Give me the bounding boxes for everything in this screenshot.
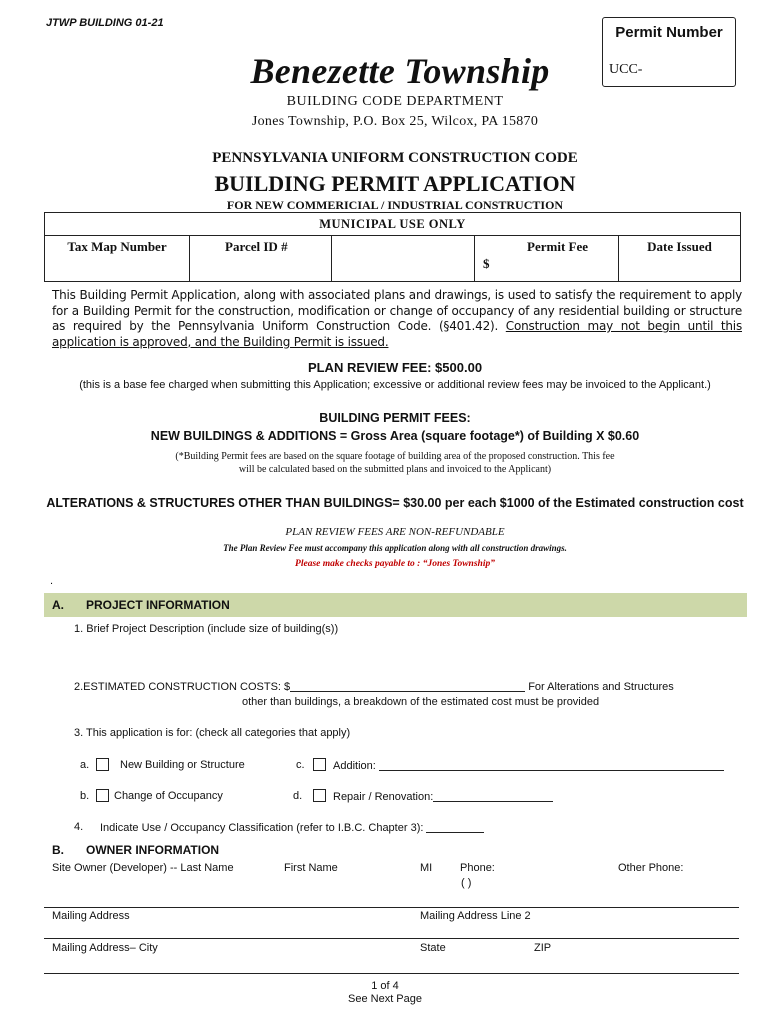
tax-map-cell[interactable]: [45, 236, 190, 281]
project-description-field[interactable]: [74, 640, 734, 672]
occupancy-row: [100, 821, 484, 834]
new-buildings-fee: NEW BUILDINGS & ADDITIONS = Gross Area (square footage*) of Building X $0.60: [150, 429, 640, 443]
addition-label: Addition:: [333, 760, 376, 772]
addition-row: [333, 759, 724, 772]
estimated-cost-row: [74, 680, 674, 693]
permit-prefix: UCC-: [609, 62, 643, 77]
intro-underlined: Construction may not begin until this application is approved, and the Building Permit is issued.: [52, 319, 742, 349]
parcel-id-label: Parcel ID #: [225, 239, 288, 254]
mailing-address-divider: [44, 938, 739, 939]
intro-paragraph: [52, 288, 742, 350]
application-for-label: 3. This application is for: (check all categories that apply): [74, 727, 351, 739]
alterations-fee: ALTERATIONS & STRUCTURES OTHER THAN BUILDINGS= $30.00 per each $1000 of the Estimated construction cost: [46, 496, 744, 510]
mi-label: MI: [420, 862, 433, 874]
code-title: PENNSYLVANIA UNIFORM CONSTRUCTION CODE: [212, 150, 578, 166]
stray-dot: .: [50, 575, 54, 587]
mailing-address-2-label: Mailing Address Line 2: [420, 910, 531, 922]
plan-review-fee: PLAN REVIEW FEE: $500.00: [307, 360, 483, 375]
new-buildings-fee-note: [120, 450, 670, 476]
date-issued-cell[interactable]: [619, 236, 740, 281]
estimated-cost-note: other than buildings, a breakdown of the estimated cost must be provided: [242, 696, 600, 708]
township-name: Benezette Township: [250, 51, 550, 91]
repair-renovation-checkbox[interactable]: [313, 789, 326, 802]
application-subtitle: FOR NEW COMMERICIAL / INDUSTRIAL CONSTRUCTION: [226, 198, 564, 212]
section-b-letter: B.: [52, 843, 64, 857]
change-of-occupancy-checkbox[interactable]: [96, 789, 109, 802]
accompany-note: The Plan Review Fee must accompany this application along with all construction drawings.: [223, 543, 567, 553]
other-phone-label: Other Phone:: [618, 862, 684, 874]
application-title: BUILDING PERMIT APPLICATION: [214, 171, 576, 196]
tax-map-label: Tax Map Number: [67, 239, 167, 254]
section-b-header: [44, 838, 747, 860]
new-building-label: New Building or Structure: [120, 759, 245, 771]
see-next-page: See Next Page: [348, 993, 422, 1005]
option-b-letter: b.: [80, 790, 90, 802]
mailing-address-label: Mailing Address: [52, 910, 130, 922]
phone-label: Phone:: [460, 862, 495, 874]
addition-checkbox[interactable]: [313, 758, 326, 771]
q4-number: 4.: [74, 821, 84, 833]
new-buildings-note-line2: will be calculated based on the submitted plans and invoiced to the Applicant): [238, 464, 552, 475]
first-name-label: First Name: [284, 862, 338, 874]
change-of-occupancy-label: Change of Occupancy: [114, 790, 223, 802]
repair-renovation-label: Repair / Renovation:: [333, 791, 434, 803]
plan-review-fee-note: (this is a base fee charged when submitting this Application; excessive or additional review fees may be invoiced to the Applicant.): [79, 379, 711, 391]
owner-name-divider: [44, 907, 739, 908]
building-permit-fees-heading: BUILDING PERMIT FEES:: [319, 411, 471, 425]
form-code: JTWP BUILDING 01-21: [46, 17, 164, 29]
payable-note: Please make checks payable to : “Jones Township”: [295, 559, 495, 569]
page-number: 1 of 4: [371, 980, 399, 992]
new-building-checkbox[interactable]: [96, 758, 109, 771]
mailing-city-label: Mailing Address– City: [52, 942, 158, 954]
section-b-title: OWNER INFORMATION: [86, 843, 220, 857]
department-address: Jones Township, P.O. Box 25, Wilcox, PA 15870: [251, 114, 539, 129]
occupancy-label: Indicate Use / Occupancy Classification (refer to I.B.C. Chapter 3):: [100, 822, 427, 834]
permit-fee-label: Permit Fee: [527, 239, 588, 254]
section-a-letter: A.: [52, 598, 64, 612]
repair-renovation-field[interactable]: [433, 790, 553, 802]
occupancy-field[interactable]: [426, 821, 484, 833]
municipal-use-table: [44, 212, 741, 282]
addition-field[interactable]: [379, 759, 724, 771]
blank-cell[interactable]: [332, 236, 475, 281]
option-a-letter: a.: [80, 759, 90, 771]
option-c-letter: c.: [296, 759, 305, 771]
estimated-cost-suffix: For Alterations and Structures: [525, 681, 674, 693]
estimated-cost-label: 2.ESTIMATED CONSTRUCTION COSTS: $: [74, 681, 291, 693]
option-d-letter: d.: [293, 790, 303, 802]
municipal-use-heading: MUNICIPAL USE ONLY: [45, 213, 740, 236]
section-a-header: [44, 593, 747, 617]
repair-renovation-row: [333, 790, 553, 803]
mailing-city-divider: [44, 973, 739, 974]
site-owner-last-name-label: Site Owner (Developer) -- Last Name: [52, 862, 234, 874]
intro-text: This Building Permit Application, along with associated plans and drawings, is used to satisfy the requirement to apply for a Building Permit for the construction, modification or change of occupancy of any residential building or structure as required by the Pennsylvania Uniform Construction Code. (§401.42).: [52, 288, 742, 333]
permit-fee-symbol: $: [483, 256, 490, 271]
permit-fee-cell[interactable]: [475, 236, 619, 281]
new-buildings-note-line1: (*Building Permit fees are based on the square footage of building area of the proposed construction. This fee: [175, 451, 615, 462]
project-description-label: 1. Brief Project Description (include size of building(s)): [74, 623, 339, 635]
phone-area-code[interactable]: ( ): [461, 877, 472, 889]
zip-label: ZIP: [534, 942, 552, 954]
parcel-id-cell[interactable]: [190, 236, 332, 281]
state-label: State: [420, 942, 446, 954]
permit-number-label: Permit Number: [615, 24, 723, 41]
date-issued-label: Date Issued: [647, 239, 712, 254]
non-refundable-note: PLAN REVIEW FEES ARE NON-REFUNDABLE: [285, 526, 505, 538]
estimated-cost-field[interactable]: [290, 680, 525, 692]
department-name: BUILDING CODE DEPARTMENT: [286, 94, 504, 109]
section-a-title: PROJECT INFORMATION: [86, 598, 230, 612]
permit-number-box[interactable]: [602, 17, 736, 87]
